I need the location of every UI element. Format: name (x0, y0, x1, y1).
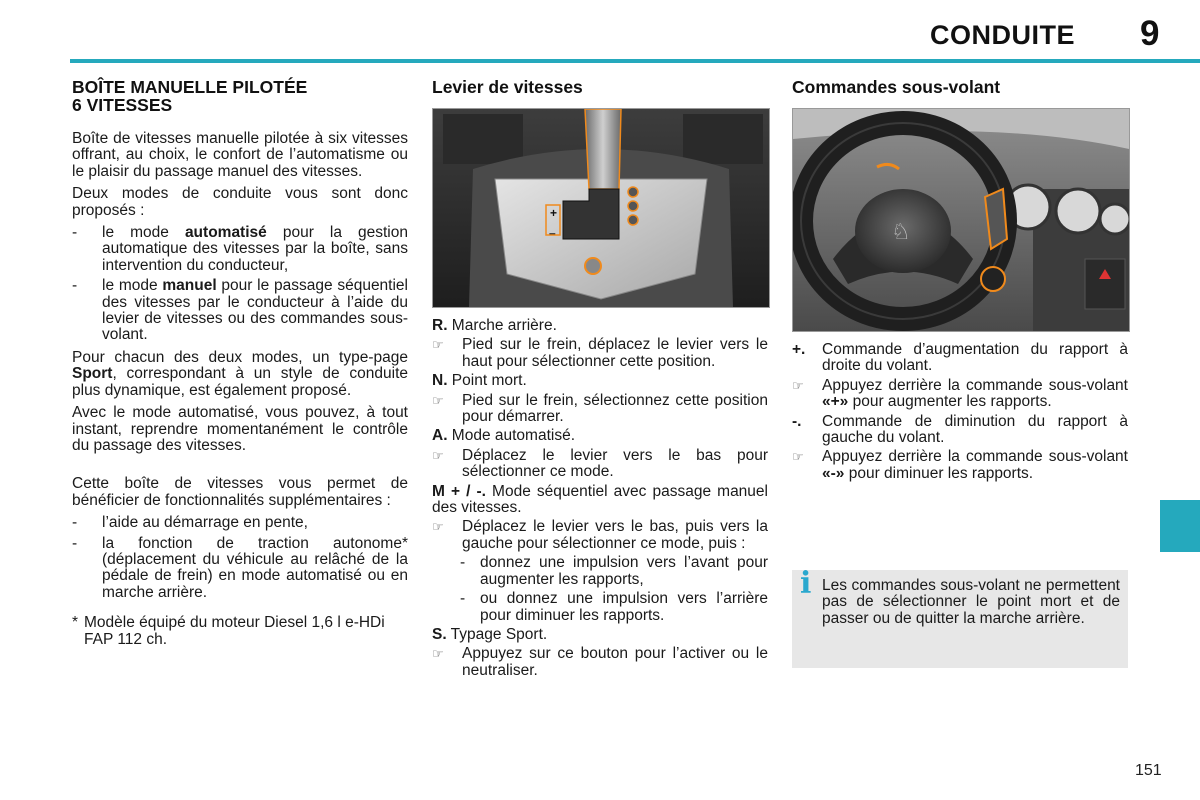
info-note-text: Les commandes sous-volant ne permettent pas de sélectionner le point mort et de passer ou de quitter la marche arrière. (822, 577, 1120, 627)
definition-plus: +. Commande d’augmentation du rapport à droite du volant. (792, 341, 1128, 375)
definition-r: R. Marche arrière. (432, 317, 557, 334)
gate-plus-label: + (550, 206, 558, 220)
gear-lever-stick (585, 109, 621, 189)
paragraph: Avec le mode automatisé, vous pouvez, à tout instant, reprendre momentanément le contrôle du passage des vitesses. (72, 404, 408, 454)
tip: ☞ Déplacez le levier vers le bas pour sélectionner ce mode. (432, 446, 768, 481)
pointer-hand-icon: ☞ (432, 519, 444, 535)
section-title: Levier de vitesses (432, 77, 583, 97)
info-note-box (792, 566, 1128, 668)
info-icon: i (800, 566, 812, 601)
gear-lever-photo (432, 108, 770, 308)
fuel-gauge (1100, 204, 1129, 234)
gate-n-indicator (628, 201, 638, 211)
footnote: * Modèle équipé du moteur Diesel 1,6 l e-HDi FAP 112 ch. (72, 615, 408, 648)
column-gear-lever (432, 78, 768, 682)
paragraph: Pour chacun des deux modes, un type-page Sport, correspondant à un style de conduite plus dynamique, est également proposé. (72, 348, 408, 399)
gate-a-indicator (628, 215, 638, 225)
tip: ☞ Pied sur le frein, sélectionnez cette position pour démarrer. (432, 391, 768, 426)
column-intro (72, 78, 408, 648)
speedometer-gauge (1056, 189, 1100, 233)
pointer-hand-icon: ☞ (432, 447, 444, 463)
pointer-hand-icon: ☞ (432, 392, 444, 408)
definition-a: A. Mode automatisé. (432, 427, 576, 445)
tip: ☞ Pied sur le frein, déplacez le levier vers le haut pour sélectionner cette position. (432, 336, 768, 370)
list-item: - le mode manuel pour le passage séquentiel des vitesses par le conducteur à l’aide du levier de vitesses ou des commandes sous-volant. (72, 278, 408, 344)
definition-minus: -. Commande de diminution du rapport à gauche du volant. (792, 412, 1128, 447)
gear-lever-illustration (433, 109, 769, 307)
column-paddles (792, 78, 1128, 485)
steering-wheel-illustration (793, 109, 1129, 331)
definition-s: S. Typage Sport. (432, 625, 548, 643)
gate-minus-label: – (549, 226, 556, 240)
chapter-side-tab (1160, 500, 1200, 552)
list-item: - la fonction de traction autonome* (déplacement du véhicule au relâché de la pédale de frein) en mode automatisé ou en marche arrière. (72, 536, 408, 602)
section-title: BOÎTE MANUELLE PILOTÉE 6 VITESSES (72, 77, 308, 115)
chapter-title: CONDUITE (930, 20, 1075, 50)
page-number: 151 (1135, 762, 1162, 779)
ignition-switch (981, 267, 1005, 291)
section-title: Commandes sous-volant (792, 77, 1001, 97)
tip: ☞ Appuyez derrière la commande sous-volant «+» pour augmenter les rapports. (792, 376, 1128, 411)
definition-m: M + / -. Mode séquentiel avec passage manuel des vitesses. (432, 482, 768, 517)
pointer-hand-icon: ☞ (432, 337, 444, 353)
pointer-hand-icon: ☞ (432, 646, 444, 662)
brand-lion-logo: ♘ (891, 220, 911, 245)
tip: ☞ Appuyez derrière la commande sous-volant «-» pour diminuer les rapports. (792, 448, 1128, 482)
steering-wheel-photo (792, 108, 1130, 332)
list-item: - ou donnez une impulsion vers l’arrière pour diminuer les rapports. (460, 591, 768, 624)
pointer-hand-icon: ☞ (792, 449, 804, 465)
tip: ☞ Appuyez sur ce bouton pour l’activer ou le neutraliser. (432, 645, 768, 679)
chapter-number: 9 (1140, 14, 1160, 53)
list-item: - le mode automatisé pour la gestion automatique des vitesses par la boîte, sans intervention du conducteur, (72, 225, 408, 274)
paragraph: Cette boîte de vitesses vous permet de bénéficier de fonctionnalités supplémentaires : (72, 475, 408, 509)
impulse-list (432, 555, 768, 624)
feature-list (72, 515, 408, 601)
list-item: - donnez une impulsion vers l’avant pour augmenter les rapports, (460, 555, 768, 588)
definition-n: N. Point mort. (432, 372, 527, 390)
pointer-hand-icon: ☞ (792, 377, 804, 393)
sport-button (585, 258, 601, 274)
list-item: - l’aide au démarrage en pente, (72, 515, 408, 531)
paragraph: Boîte de vitesses manuelle pilotée à six vitesses offrant, au choix, le confort de l’automatisme ou le plaisir du passage manuel des vitesses. (72, 130, 408, 180)
header-rule (70, 59, 1200, 63)
tip: ☞ Déplacez le levier vers le bas, puis vers la gauche pour sélectionner ce mode, puis : (432, 518, 768, 552)
mode-list (72, 225, 408, 344)
gate-r-indicator (628, 187, 638, 197)
paragraph: Deux modes de conduite vous sont donc proposés : (72, 185, 408, 219)
